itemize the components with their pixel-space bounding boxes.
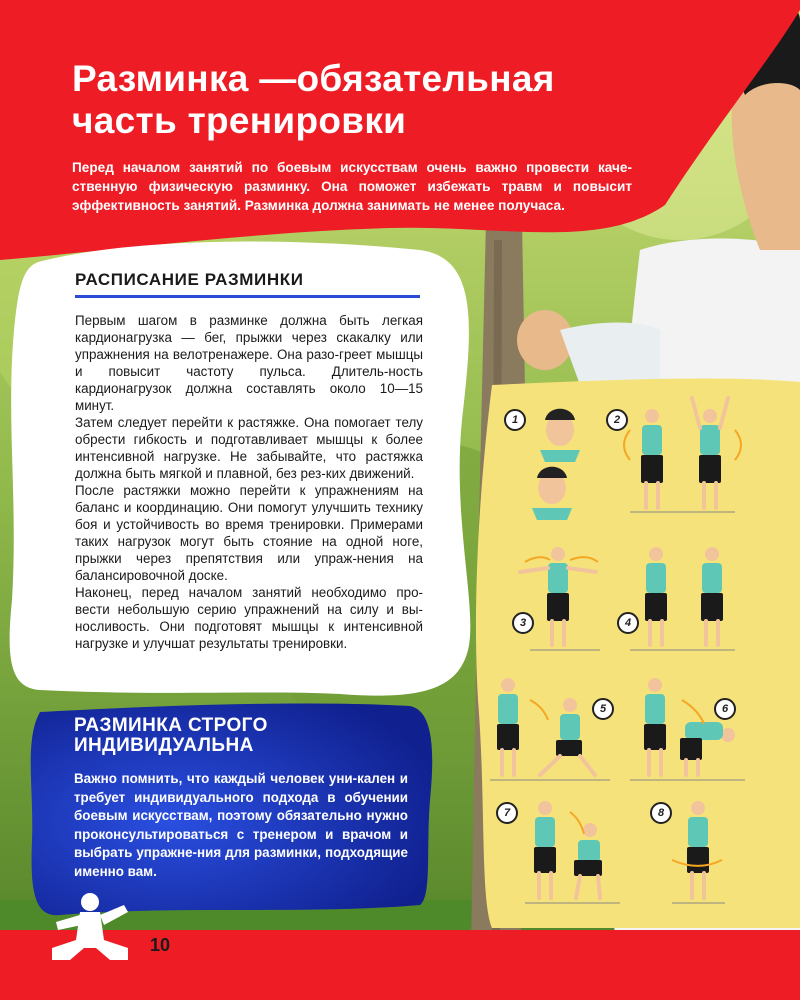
exercise-number-4: 4 bbox=[617, 612, 639, 634]
exercise-number-7: 7 bbox=[496, 802, 518, 824]
exercise-number-5: 5 bbox=[592, 698, 614, 720]
exercise-number-1: 1 bbox=[504, 409, 526, 431]
title-line-1: Разминка —обязательная bbox=[72, 58, 555, 99]
individual-heading-line-2: ИНДИВИДУАЛЬНА bbox=[74, 735, 254, 756]
individual-paragraph: Важно помнить, что каждый человек уни-кален и требует индивидуального подхода в обучении боевым искусствам, поэтому обязательно нужно проконсультироваться с тренером и врачом и выбрать упражне-ния для разминки, подходящие именно вам. bbox=[74, 771, 408, 879]
exercise-number-3: 3 bbox=[512, 612, 534, 634]
page-title bbox=[72, 58, 632, 142]
schedule-paragraph: Наконец, перед началом занятий необходимо про-вести небольшую серию упражнений на силу и вы-носливость. Они подготовят мышцы к интенсивной нагрузке и улучшат результаты тренировки. bbox=[75, 585, 423, 651]
schedule-paragraph: Затем следует перейти к растяжке. Она помогает телу обрести гибкость и подготавливает мышцы к более интенсивной нагрузке. Не забывайте, что растяжка должна быть мягкой и плавной, без рез-ких движений. bbox=[75, 415, 423, 481]
schedule-paragraph: После растяжки можно перейти к упражнениям на баланс и координацию. Они помогут улучшить технику боя и устойчивость во время тренировки. Примерами таких нагрузок могут быть стояние на одной ноге, прыжки через препятствия или упраж-нения на балансировочной доске. bbox=[75, 483, 423, 583]
individual-heading-line-1: РАЗМИНКА СТРОГО bbox=[74, 715, 268, 736]
schedule-heading: РАСПИСАНИЕ РАЗМИНКИ bbox=[75, 270, 420, 298]
individual-heading bbox=[74, 716, 394, 756]
intro-paragraph: Перед началом занятий по боевым искусствам очень важно провести каче-ственную физическую разминку. Она поможет избежать травм и повысит эффективность занятий. Разминка должна занимать не менее получаса. bbox=[72, 160, 632, 213]
schedule-body bbox=[75, 312, 423, 652]
exercise-number-6: 6 bbox=[714, 698, 736, 720]
exercise-number-8: 8 bbox=[650, 802, 672, 824]
title-line-2: часть тренировки bbox=[72, 100, 407, 141]
schedule-paragraph: Первым шагом в разминке должна быть легкая кардионагрузка — бег, прыжки через скакалку или упражнения на велотренажере. Она разо-греет мышцы и повысит частоту пульса. Длитель-ность кардионагрузок должна составлять около 10—15 минут. bbox=[75, 313, 423, 413]
exercise-number-2: 2 bbox=[606, 409, 628, 431]
page-number: 10 bbox=[150, 935, 171, 955]
